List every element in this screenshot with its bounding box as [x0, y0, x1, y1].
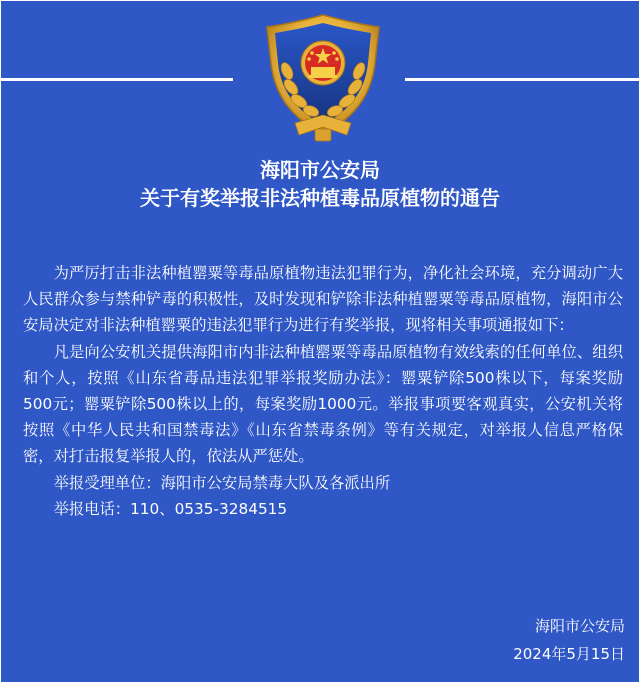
title-line-1: 海阳市公安局	[260, 158, 380, 182]
signature-block	[513, 612, 625, 668]
body-paragraph: 为严厉打击非法种植罂粟等毒品原植物违法犯罪行为，净化社会环境，充分调动广大人民群众参与禁种铲毒的积极性，及时发现和铲除非法种植罂粟等毒品原植物，海阳市公安局决定对非法种植罂粟的违法犯罪行为进行有奖举报，现将相关事项通报如下：	[23, 264, 623, 335]
notice-body	[23, 260, 623, 522]
notice-title	[1, 156, 639, 212]
notice-page	[1, 1, 639, 682]
report-unit-line: 举报受理单位：海阳市公安局禁毒大队及各派出所	[53, 473, 391, 492]
body-paragraph: 凡是向公安机关提供海阳市内非法种植罂粟等毒品原植物有效线索的任何单位、组织和个人，按照《山东省毒品违法犯罪举报奖励办法》：罂粟铲除500株以下，每案奖励500元；罂粟铲除500株以上的，每案奖励1000元。举报事项要客观真实，公安机关将按照《中华人民共和国禁毒法》《山东省禁毒条例》等有关规定，对举报人信息严格保密，对打击报复举报人的，依法从严惩处。	[23, 342, 623, 466]
title-line-2: 关于有奖举报非法种植毒品原植物的通告	[140, 186, 500, 210]
header-rule-left	[1, 78, 233, 81]
signature-org: 海阳市公安局	[534, 617, 625, 635]
signature-date: 2024年5月15日	[513, 645, 625, 663]
header-rule-right	[405, 78, 639, 81]
police-emblem-icon	[257, 11, 389, 146]
report-phone-line: 举报电话：110、0535-3284515	[53, 499, 288, 518]
